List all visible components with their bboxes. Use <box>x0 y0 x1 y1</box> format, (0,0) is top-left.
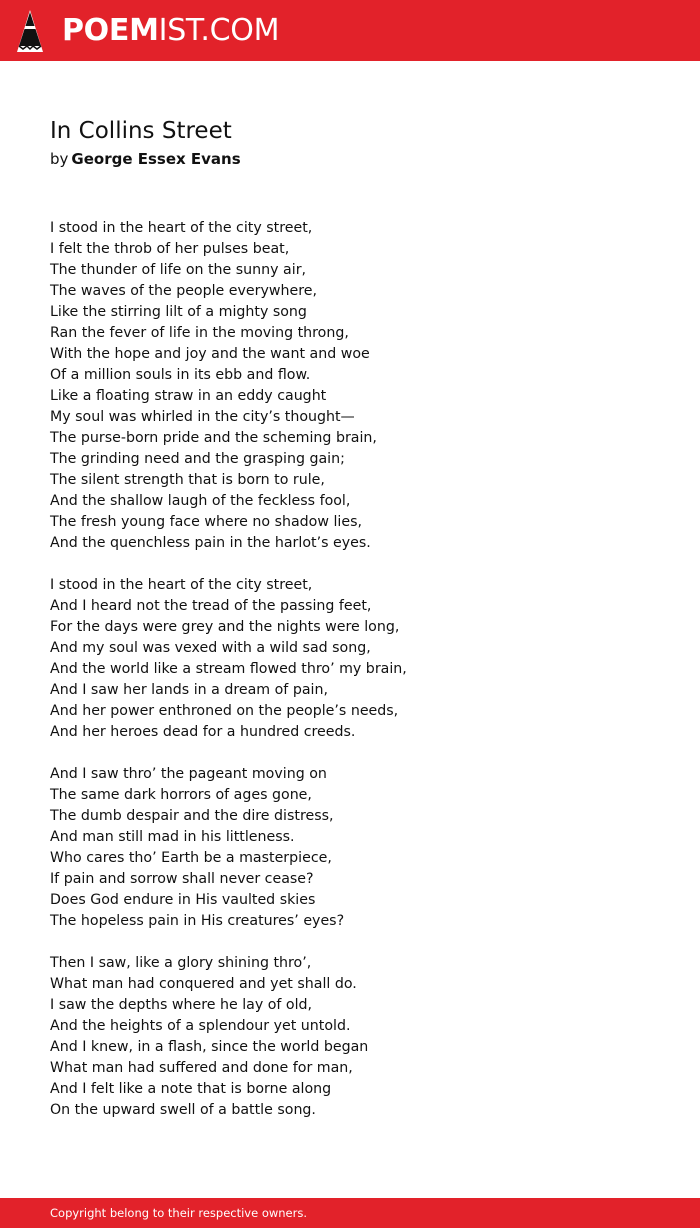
poem-line: My soul was whirled in the city’s thought— <box>50 409 355 425</box>
poem-line: Ran the fever of life in the moving throng, <box>50 325 349 341</box>
poem-line: What man had conquered and yet shall do. <box>50 976 357 992</box>
poem-stanza <box>50 218 650 554</box>
poem-line: And the quenchless pain in the harlot’s eyes. <box>50 535 371 551</box>
poem-line: And my soul was vexed with a wild sad song, <box>50 640 371 656</box>
poem-line: And I saw her lands in a dream of pain, <box>50 682 328 698</box>
poem-line: Then I saw, like a glory shining thro’, <box>50 955 312 971</box>
poem-body <box>50 218 650 1142</box>
poem-line: With the hope and joy and the want and woe <box>50 346 370 362</box>
poem-line: And man still mad in his littleness. <box>50 829 295 845</box>
copyright-text: Copyright belong to their respective owners. <box>50 1206 308 1220</box>
poem-byline <box>50 148 241 170</box>
poem-line: The silent strength that is born to rule, <box>50 472 325 488</box>
poem-line: The dumb despair and the dire distress, <box>50 808 334 824</box>
by-label: by <box>50 150 69 168</box>
poem-line: The thunder of life on the sunny air, <box>50 262 307 278</box>
poem-line: I stood in the heart of the city street, <box>50 577 313 593</box>
poem-line: And I saw thro’ the pageant moving on <box>50 766 327 782</box>
poem-title: In Collins Street <box>50 118 232 144</box>
poem-line: And I heard not the tread of the passing feet, <box>50 598 372 614</box>
poem-line: For the days were grey and the nights were long, <box>50 619 400 635</box>
poem-line: The fresh young face where no shadow lies, <box>50 514 362 530</box>
poem-line: And I felt like a note that is borne along <box>50 1081 332 1097</box>
poem-line: The grinding need and the grasping gain; <box>50 451 345 467</box>
poem-line: And the shallow laugh of the feckless fool, <box>50 493 351 509</box>
poem-line: What man had suffered and done for man, <box>50 1060 353 1076</box>
poem-line: Who cares tho’ Earth be a masterpiece, <box>50 850 332 866</box>
site-logo[interactable] <box>62 12 279 50</box>
pencil-tip-icon[interactable] <box>17 10 43 52</box>
poem-line: Like a floating straw in an eddy caught <box>50 388 327 404</box>
poem-line: Of a million souls in its ebb and flow. <box>50 367 311 383</box>
poem-line: The hopeless pain in His creatures’ eyes? <box>50 913 345 929</box>
poem-line: The purse-born pride and the scheming brain, <box>50 430 377 446</box>
poem-line: And her heroes dead for a hundred creeds. <box>50 724 356 740</box>
poem-line: On the upward swell of a battle song. <box>50 1102 316 1118</box>
poem-stanza <box>50 575 650 743</box>
poem-line: Does God endure in His vaulted skies <box>50 892 316 908</box>
poem-line: I stood in the heart of the city street, <box>50 220 313 236</box>
logo-light-text: IST.COM <box>158 13 280 48</box>
poem-line: The waves of the people everywhere, <box>50 283 317 299</box>
poem-line: If pain and sorrow shall never cease? <box>50 871 314 887</box>
poem-line: And I knew, in a flash, since the world began <box>50 1039 369 1055</box>
poem-line: And her power enthroned on the people’s needs, <box>50 703 399 719</box>
poem-line: The same dark horrors of ages gone, <box>50 787 312 803</box>
poem-line: I felt the throb of her pulses beat, <box>50 241 290 257</box>
poem-stanza <box>50 764 650 932</box>
poem-author: George Essex Evans <box>71 150 241 168</box>
site-header <box>0 0 700 61</box>
poem-line: Like the stirring lilt of a mighty song <box>50 304 307 320</box>
poem-stanza <box>50 953 650 1121</box>
poem-line: And the world like a stream flowed thro’ my brain, <box>50 661 407 677</box>
logo-bold-text: POEM <box>62 13 159 48</box>
site-footer <box>0 1198 700 1228</box>
poem-line: And the heights of a splendour yet untold. <box>50 1018 351 1034</box>
poem-line: I saw the depths where he lay of old, <box>50 997 313 1013</box>
